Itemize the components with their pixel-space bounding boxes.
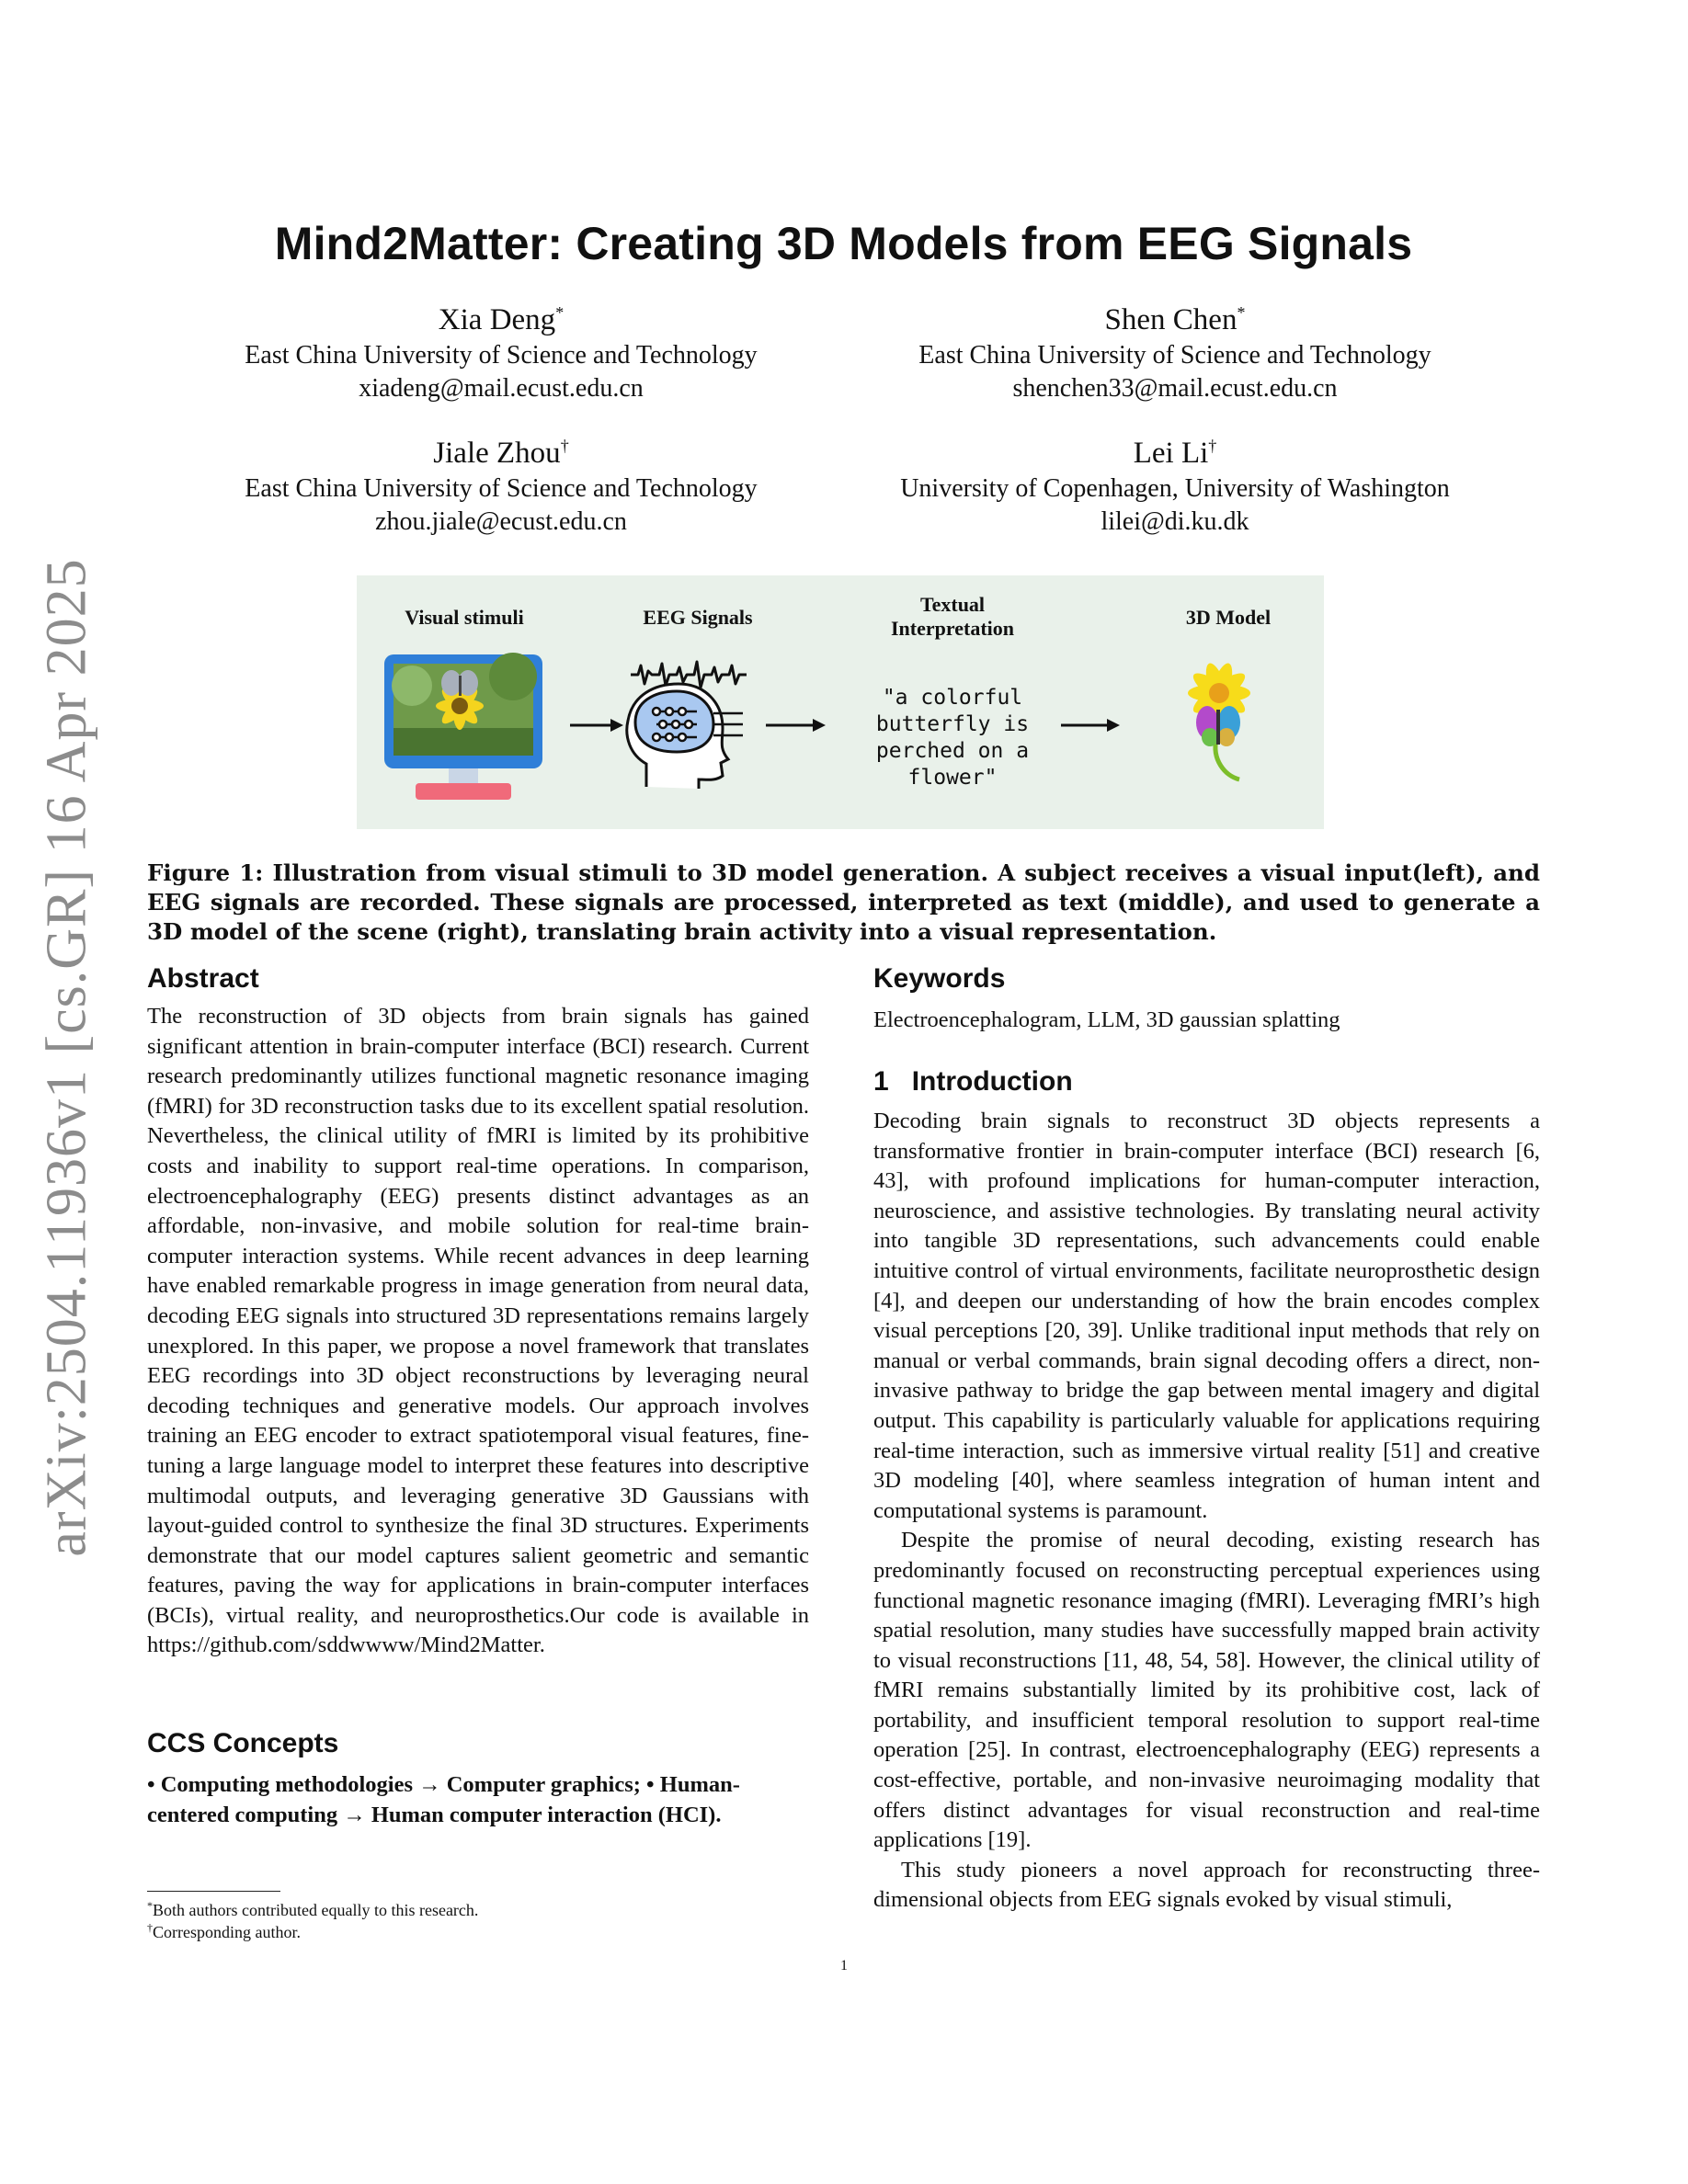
author-affiliation: East China University of Science and Technology <box>245 341 758 370</box>
3d-flower-butterfly-icon <box>1188 661 1250 779</box>
footnote-2 <box>147 1921 301 1942</box>
author-mark: * <box>1237 303 1246 322</box>
author-name: Lei Li <box>1133 437 1209 470</box>
author-affiliation: East China University of Science and Technology <box>918 341 1431 370</box>
author-email: lilei@di.ku.dk <box>1101 507 1249 536</box>
paper-title: Mind2Matter: Creating 3D Models from EEG Signals <box>274 218 1413 269</box>
monitor-icon <box>384 653 542 800</box>
figure-label-textual-1: Textual <box>919 593 986 616</box>
ccs-heading: CCS Concepts <box>147 1728 339 1758</box>
author-mark: † <box>560 437 569 455</box>
figure-label-textual-2: Interpretation <box>890 617 1015 640</box>
author-mark: † <box>1208 437 1217 455</box>
author-mark: * <box>555 303 565 322</box>
author-name: Jiale Zhou <box>433 437 561 470</box>
author-name: Xia Deng <box>438 303 556 336</box>
footnote-1 <box>147 1899 478 1920</box>
abstract-text: The reconstruction of 3D objects from brain signals has gained significant attention in brain-computer interface (BCI) research. Current research predominantly utilizes functional magnetic resonance imaging (fMRI) for 3D reconstruction tasks due to its excellent spatial resolution. Nevertheless, the clinical utility of fMRI is limited by its prohibitive costs and inability to support real-time operations. In comparison, electroencephalography (EEG) presents distinct advantages as an affordable, non-invasive, and mobile solution for real-time brain-computer interaction systems. While recent advances in deep learning have enabled remarkable progress in image generation from neural data, decoding EEG signals into structured 3D representations remains largely unexplored. In this paper, we propose a novel framework that translates EEG recordings into 3D object reconstructions by leveraging neural decoding techniques and generative models. Our approach involves training an EEG encoder to extract spatiotemporal visual features, fine-tuning a large language model to interpret these features into descriptive multimodal outputs, and leveraging generative 3D Gaussians with layout-guided control to synthesize the final 3D structures. Experiments demonstrate that our model captures salient geometric and semantic features, paving the way for applications in brain-computer interfaces (BCIs), virtual reality, and neuroprosthetics.Our code is available in https://github.com/sddwwww/Mind2Matter. <box>147 1004 809 1658</box>
figure-label-3d-model: 3D Model <box>1185 606 1272 629</box>
intro-paragraph-2: Despite the promise of neural decoding, existing research has predominantly focused on reconstructing perceptual experiences using functional magnetic resonance imaging (fMRI). Leveraging fMRI’s high spatial resolution, many studies have successfully mapped brain activity to visual reconstructions [11, 48, 54, 58]. However, the clinical utility of fMRI remains substantially limited by its prohibitive cost, lack of portability, and insufficient temporal resolution to support real-time operation [25]. In contrast, electroencephalography (EEG) represents a cost-effective, portable, and non-invasive neuroimaging modality that offers distinct advantages for visual reconstruction and real-time applications [19]. <box>873 1528 1540 1853</box>
author-affiliation: East China University of Science and Technology <box>245 474 758 503</box>
quote-line-4: flower" <box>907 766 998 790</box>
head-brain-icon <box>627 684 743 789</box>
figure-1 <box>357 575 1324 829</box>
footnote-mark: * <box>147 1899 153 1912</box>
abstract-heading: Abstract <box>147 963 259 994</box>
intro-paragraph-1: Decoding brain signals to reconstruct 3D objects represents a transformative frontier in brain-computer interface (BCI) research [6, 43], with profound implications for human-computer interaction, neuroscience, and assistive technologies. By translating neural activity into tangible 3D representations, such advancements could enable intuitive control of virtual environments, facilitate neuroprosthetic design [4], and deepen our understanding of how the brain encodes complex visual perceptions [20, 39]. Unlike traditional input methods that rely on manual or verbal commands, brain signal decoding offers a direct, non-invasive pathway to bridge the gap between mental imagery and digital output. This capability is particularly valuable for applications requiring real-time interaction, such as immersive virtual reality [51] and creative 3D modeling [40], where seamless integration of human intent and computational systems is paramount. <box>873 1109 1540 1523</box>
arrow-icon <box>570 719 623 732</box>
author-block-3 <box>152 427 850 539</box>
author-email: zhou.jiale@ecust.edu.cn <box>375 507 627 536</box>
arrow-icon <box>766 719 826 732</box>
arxiv-id: arXiv:2504.11936v1 [cs.GR] 16 Apr 2025 <box>35 557 98 1557</box>
intro-paragraph-3: This study pioneers a novel approach for reconstructing three-dimensional objects from EEG signals evoked by visual stimuli, <box>873 1857 1540 1913</box>
page-number: 1 <box>840 1958 848 1974</box>
author-block-1 <box>152 293 850 405</box>
footnote-mark: † <box>147 1921 153 1934</box>
author-block-2 <box>826 293 1524 405</box>
footnote-text: Both authors contributed equally to this research. <box>153 1901 479 1919</box>
footnote-rule <box>147 1891 280 1892</box>
introduction-heading: 1 Introduction <box>873 1066 1073 1097</box>
introduction-body <box>873 1107 1540 1916</box>
figure-caption: Figure 1: Illustration from visual stimuli to 3D model generation. A subject receives a visual input(left), and EEG signals are recorded. These signals are processed, interpreted as text (middle), and used to generate a 3D model of the scene (right), translating brain activity into a visual representation. <box>147 859 1540 945</box>
keywords-text: Electroencephalogram, LLM, 3D gaussian splatting <box>873 1007 1340 1032</box>
quote-line-3: perched on a <box>875 739 1030 763</box>
quote-line-2: butterfly is <box>875 712 1030 736</box>
author-affiliation: University of Copenhagen, University of Washington <box>900 474 1450 503</box>
quote-line-1: "a colorful <box>882 686 1023 710</box>
figure-label-visual: Visual stimuli <box>405 606 524 629</box>
arxiv-sidebar <box>35 557 99 1557</box>
author-name: Shen Chen <box>1104 303 1237 336</box>
author-email: xiadeng@mail.ecust.edu.cn <box>359 374 644 403</box>
footnote-text: Corresponding author. <box>153 1923 301 1941</box>
figure-label-eeg: EEG Signals <box>643 606 753 629</box>
ccs-text: • Computing methodologies → Computer graphics; • Human-centered computing → Human computer interaction (HCI). <box>147 1772 740 1827</box>
author-block-4 <box>826 427 1524 539</box>
arrow-icon <box>1061 719 1120 732</box>
author-email: shenchen33@mail.ecust.edu.cn <box>1012 374 1338 403</box>
keywords-heading: Keywords <box>873 963 1006 994</box>
